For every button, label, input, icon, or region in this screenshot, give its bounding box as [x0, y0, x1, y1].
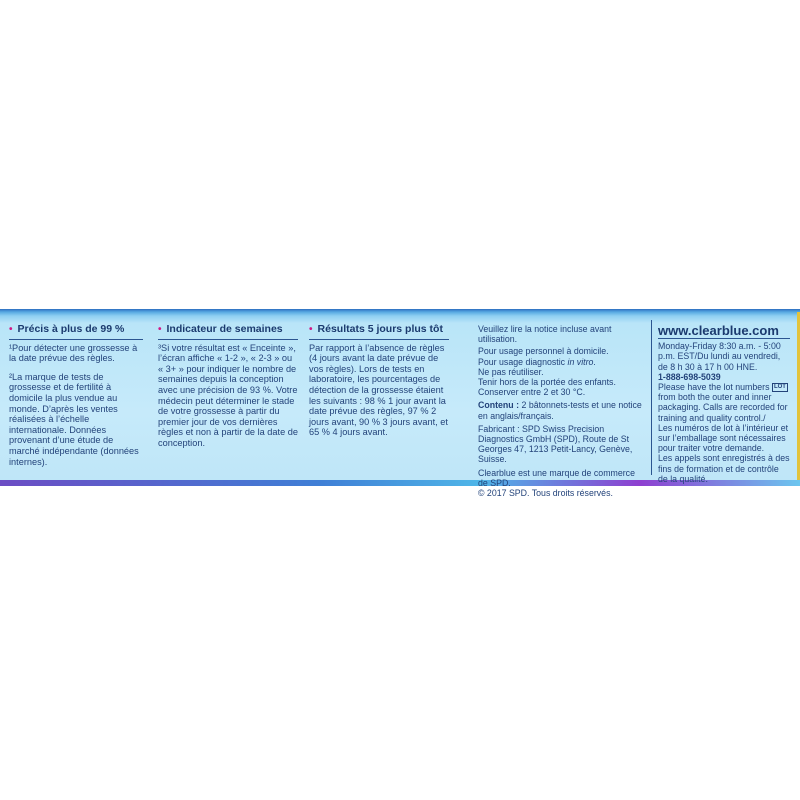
usage-line-4: Ne pas réutiliser. [478, 366, 544, 377]
contents-text: Contenu : 2 bâtonnets-tests et une notice en anglais/français. [478, 400, 642, 421]
column-divider [651, 320, 652, 475]
website-url: www.clearblue.com [658, 326, 790, 339]
early-results-text: Par rapport à l’absence de règles (4 jours avant la date prévue de vos règles). Lors de tests en laboratoire, les pourcentages de détection de la grossesse étaient les suivants : 98 % 1 jour avant la date prévue des règles, 97 % 2 jours avant, 90 % 3 jours avant, et 65 % 4 jours avant. [309, 342, 448, 438]
column-weeks-indicator [158, 324, 298, 457]
trademark-text: Clearblue est une marque de commerce de SPD. [478, 467, 635, 488]
column-usage-info [478, 324, 646, 500]
usage-line-5: Tenir hors de la portée des enfants. [478, 377, 616, 388]
lot-badge: LOT [773, 384, 786, 391]
heading-weeks-indicator: • Indicateur de semaines [158, 324, 298, 340]
column-contact [658, 323, 790, 484]
weeks-indicator-text: ³Si votre résultat est « Enceinte », l’écran affiche « 1-2 », « 2-3 » ou « 3+ » pour indiquer le nombre de semaines depuis la conception avec une précision de 93 %. Votre médecin peut déterminer le stade de votre grossesse à partir du premier jour de vos dernières règles et non à partir de la date de conception. [158, 342, 298, 448]
phone-number: 1-888-698-5039 [658, 371, 721, 382]
bullet-icon: • [9, 324, 13, 335]
accuracy-footnote-2: ²La marque de tests de grossesse et de fertilité à domicile la plus vendue au monde. D’après les ventes réalisées à l’échelle internationale. Données provenant d’une étude de marché indépendante (données internes). [9, 371, 139, 467]
usage-line-6: Conserver entre 2 et 30 °C. [478, 387, 586, 398]
bullet-icon: • [309, 324, 313, 335]
column-early-results [309, 324, 449, 446]
usage-line-2: Pour usage personnel à domicile. [478, 346, 609, 357]
manufacturer-text: Fabricant : SPD Swiss Precision Diagnostics GmbH (SPD), Route de St Georges 47, 1213 Petit-Lancy, Genève, Suisse. [478, 423, 633, 465]
copyright-text: © 2017 SPD. Tous droits réservés. [478, 488, 613, 499]
accuracy-footnote-1: ¹Pour détecter une grossesse à la date prévue des règles. [9, 342, 138, 364]
hours-text: Monday-Friday 8:30 a.m. - 5:00 p.m. EST/Du lundi au vendredi, de 8 h 30 à 17 h 00 HNE. [658, 341, 781, 372]
calls-recorded-fr: Les appels sont enregistrés à des fins de formation et de contrôle de la qualité. [658, 453, 790, 484]
heading-early-results: • Résultats 5 jours plus tôt [309, 324, 449, 340]
usage-line-3: Pour usage diagnostic in vitro. [478, 356, 596, 367]
bullet-icon: • [158, 324, 162, 335]
usage-line-1: Veuillez lire la notice incluse avant utilisation. [478, 324, 612, 345]
lot-instructions-fr: Les numéros de lot à l’intérieur et sur l’emballage sont nécessaires pour traiter votre demande. [658, 422, 789, 454]
lot-instructions-en: Please have the lot numbers LOT from both the outer and inner packaging. Calls are recorded for training and quality control./ [658, 382, 788, 423]
heading-accuracy: • Précis à plus de 99 % [9, 324, 143, 340]
column-accuracy [9, 324, 143, 475]
